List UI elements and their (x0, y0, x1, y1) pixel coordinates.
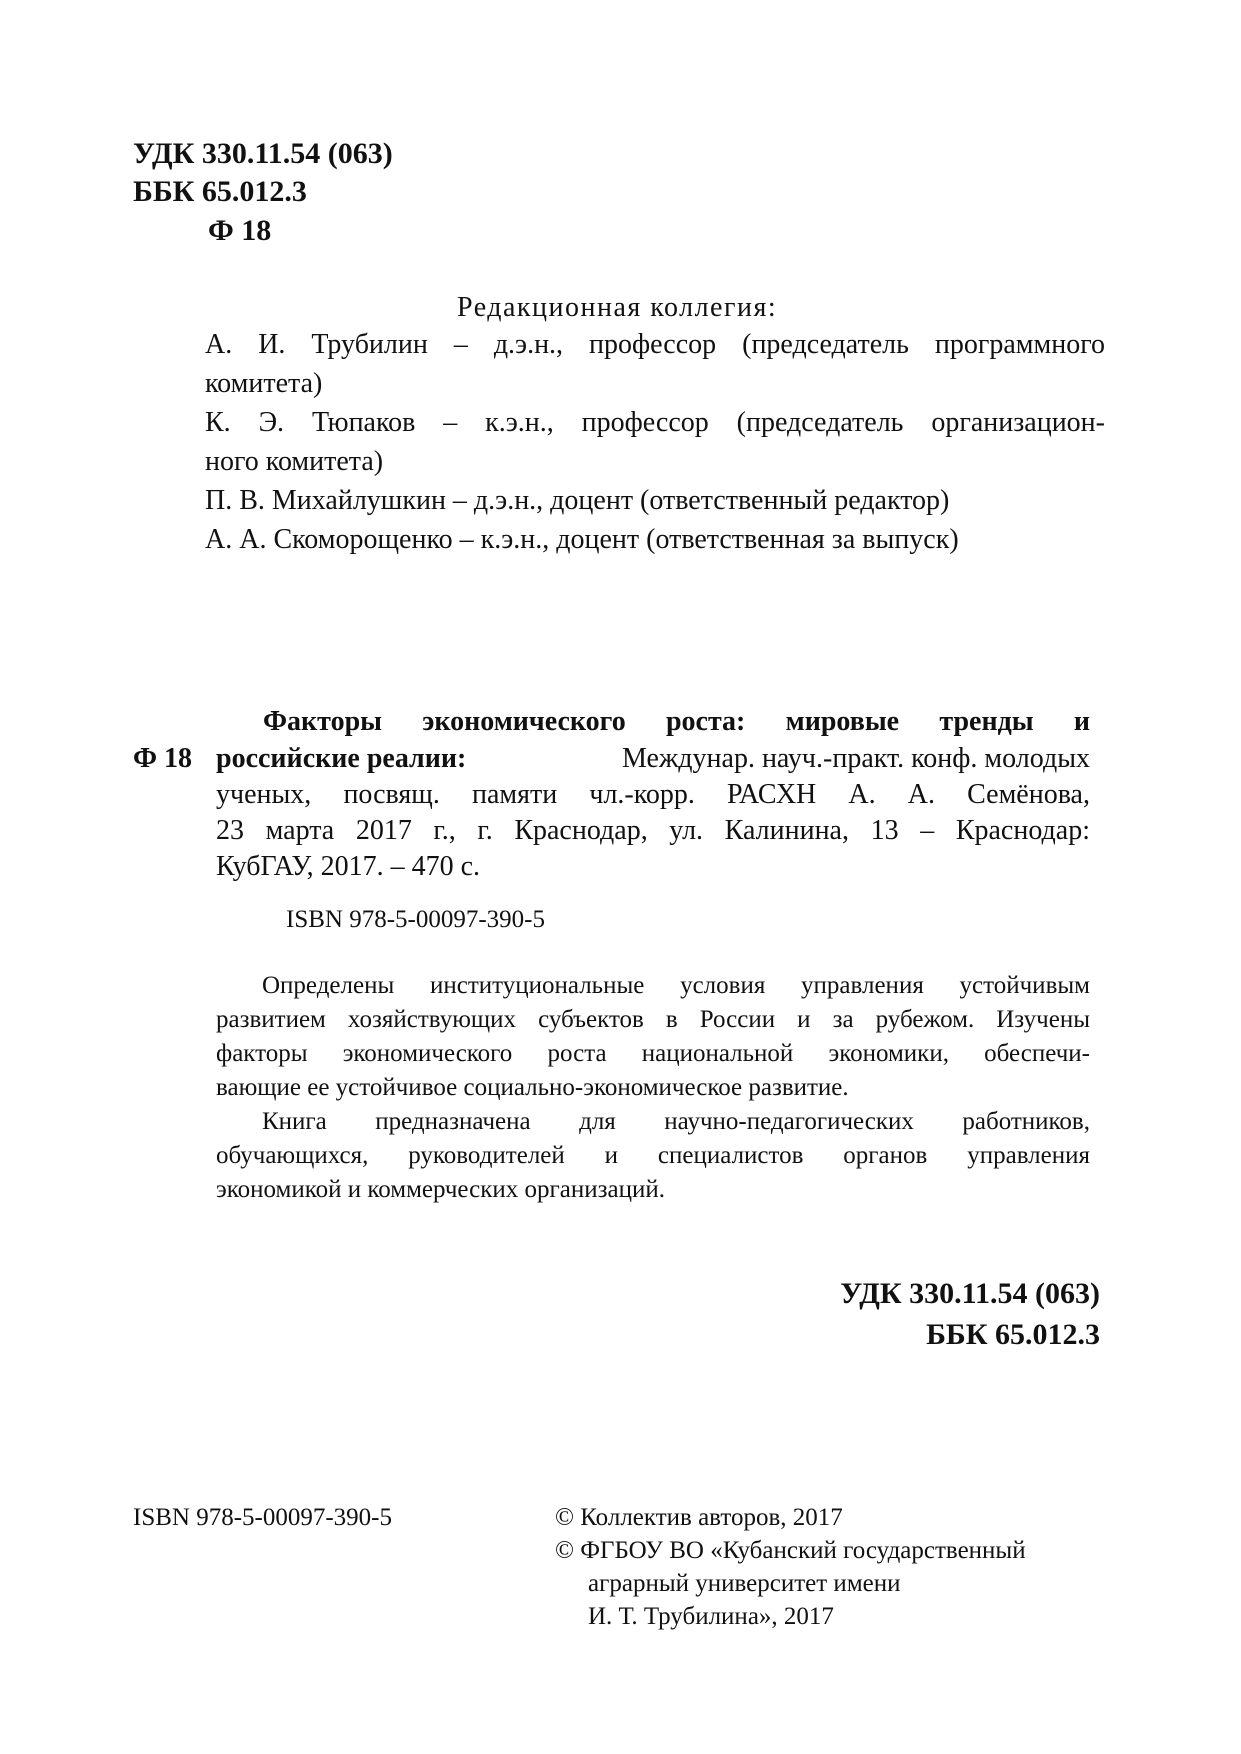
annotation-p2-line2: обучающихся, руководителей и специалистов органов управления (216, 1142, 1090, 1169)
editorial-board-heading: Редакционная коллегия: (457, 292, 778, 323)
annotation-p1-line3: факторы экономического роста национальной экономики, обеспечи- (216, 1040, 1090, 1067)
author-mark-top: Ф 18 (208, 214, 272, 247)
editor-skoroshchenko: А. А. Скоморощенко – к.э.н., доцент (ответственная за выпуск) (205, 524, 959, 555)
editor-mikhailushkin: П. В. Михайлушкин – д.э.н., доцент (ответственный редактор) (205, 485, 950, 516)
editor-tyupakov-line1: К. Э. Тюпаков – к.э.н., профессор (председатель организацион- (205, 407, 1105, 438)
annotation-p1-line1: Определены институциональные условия управления устойчивым (262, 972, 1090, 999)
footer-isbn: ISBN 978-5-00097-390-5 (133, 1504, 393, 1531)
copyright-university-line2: аграрный университет имени (588, 1570, 901, 1597)
udk-top: УДК 330.11.54 (063) (133, 137, 393, 170)
catalog-title-line2: российские реалии: (216, 743, 467, 774)
editor-trubilin-line2: комитета) (205, 368, 323, 399)
copyright-university-line1: © ФГБОУ ВО «Кубанский государственный (555, 1537, 1026, 1564)
catalog-isbn: ISBN 978-5-00097-390-5 (286, 906, 546, 933)
annotation-p1-line2: развитием хозяйствующих субъектов в России и за рубежом. Изучены (216, 1006, 1090, 1033)
catalog-line3: ученых, посвящ. памяти чл.-корр. РАСХН А. А. Семёнова, (216, 779, 1090, 810)
bbk-bottom: ББК 65.012.3 (926, 1318, 1100, 1351)
catalog-side-mark: Ф 18 (133, 743, 193, 774)
catalog-line5: КубГАУ, 2017. – 470 с. (216, 851, 481, 882)
editor-trubilin-line1: А. И. Трубилин – д.э.н., профессор (председатель программного (205, 329, 1105, 360)
udk-bottom: УДК 330.11.54 (063) (840, 1277, 1100, 1310)
annotation-p2-line3: экономикой и коммерческих организаций. (216, 1176, 665, 1203)
catalog-line2 (216, 741, 1090, 777)
editor-tyupakov-line2: ного комитета) (205, 446, 384, 477)
bbk-top: ББК 65.012.3 (133, 175, 307, 208)
annotation-p1-line4: вающие ее устойчивое социально-экономическое развитие. (216, 1074, 849, 1101)
annotation-p2-line1: Книга предназначена для научно-педагогических работников, (262, 1108, 1090, 1135)
copyright-university-line3: И. Т. Трубилина», 2017 (588, 1603, 834, 1630)
catalog-line4: 23 марта 2017 г., г. Краснодар, ул. Калинина, 13 – Краснодар: (216, 815, 1090, 846)
copyright-authors: © Коллектив авторов, 2017 (555, 1504, 843, 1531)
catalog-line2-rest: Междунар. науч.-практ. конф. молодых (621, 743, 1090, 774)
catalog-title-line1: Факторы экономического роста: мировые тренды и (263, 706, 1090, 737)
